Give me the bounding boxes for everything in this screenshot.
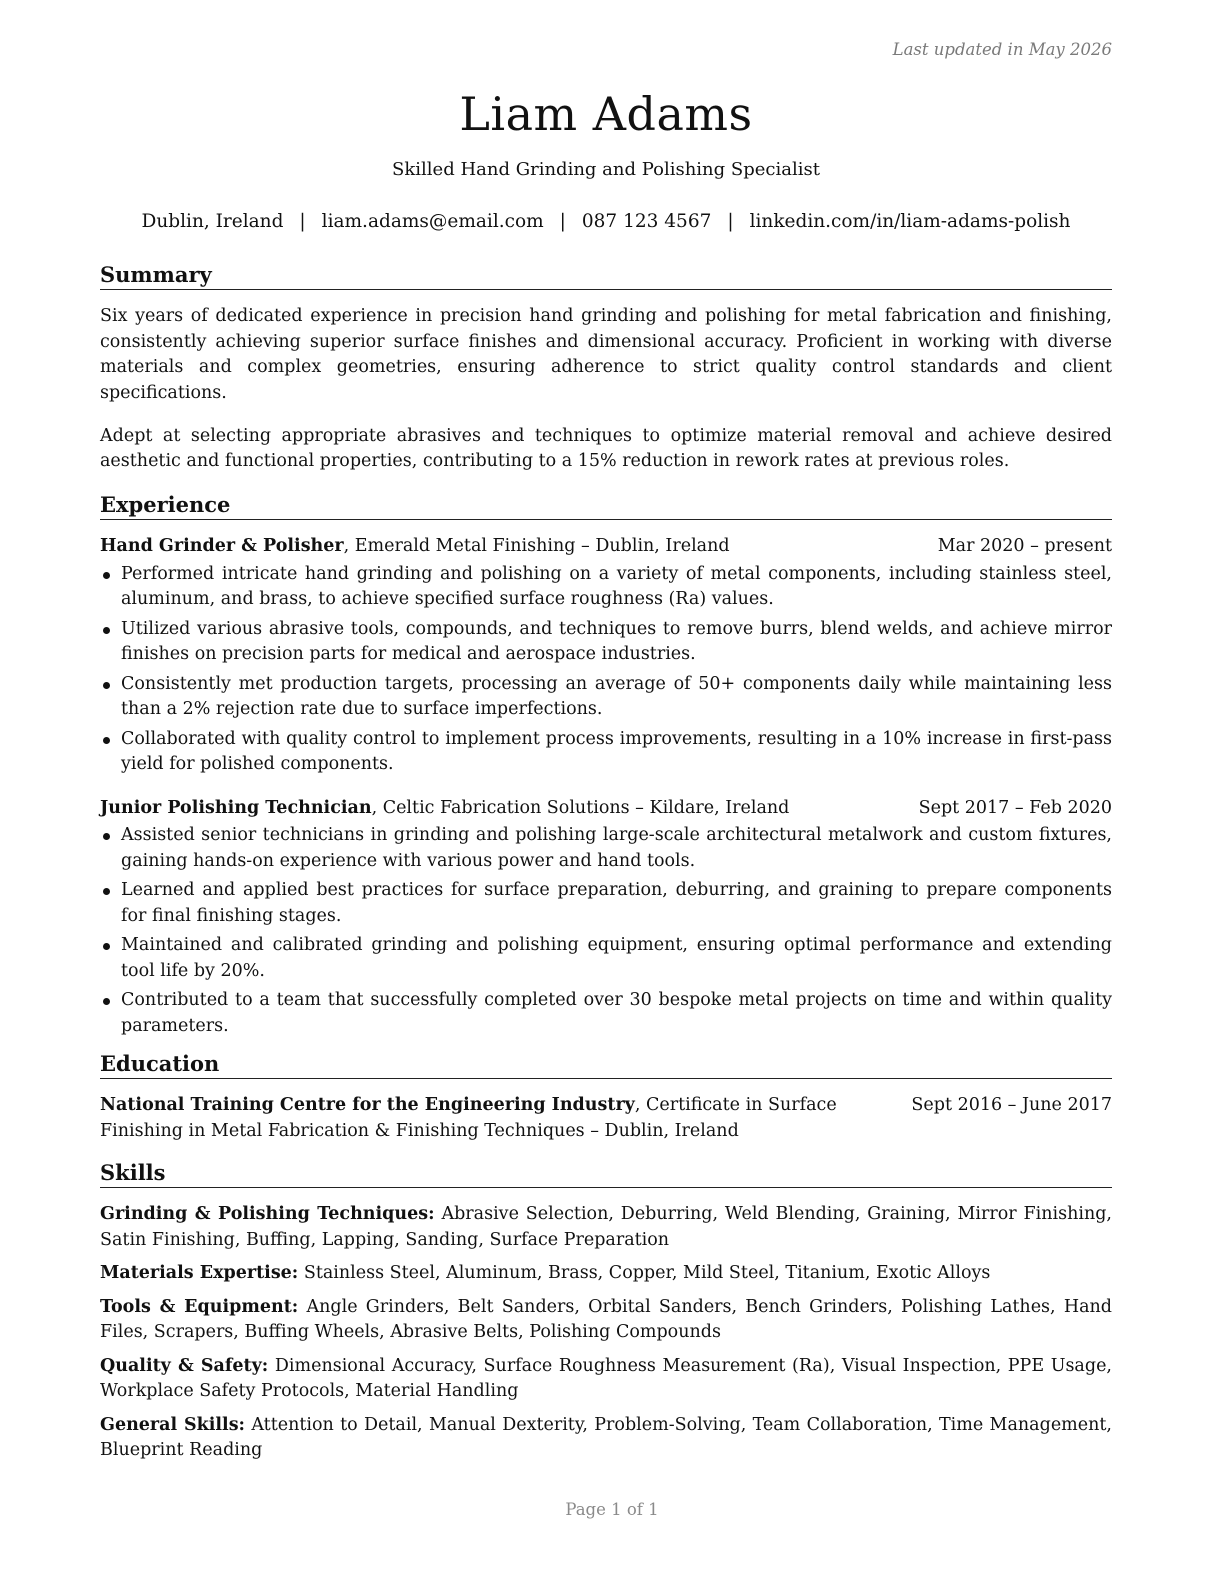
job-bullet [100, 988, 1112, 1039]
job-bullets [100, 562, 1112, 778]
section-education-title: Education [100, 1051, 1112, 1079]
job-bullet [100, 878, 1112, 929]
job-bullet [100, 672, 1112, 723]
skill-row [100, 1295, 1112, 1346]
summary-section [100, 304, 1112, 475]
bullet-icon [103, 627, 110, 634]
skill-row [100, 1261, 1112, 1287]
job-title-line [100, 796, 789, 822]
skill-items: Angle Grinders, Belt Sanders, Orbital Sanders, Bench Grinders, Polishing Lathes, Hand Files, Scrapers, Buffing Wheels, Abrasive Belts, Polishing Compounds [100, 1296, 1112, 1342]
job-bullets [100, 823, 1112, 1039]
job-dates: Sept 2017 – Feb 2020 [918, 797, 1112, 818]
job-bullet [100, 562, 1112, 613]
candidate-name: Liam Adams [459, 87, 753, 141]
job-role: Hand Grinder & Polisher [100, 536, 344, 556]
skill-items: Dimensional Accuracy, Surface Roughness Measurement (Ra), Visual Inspection, PPE Usage, Workplace Safety Protocols, Material Handling [100, 1355, 1112, 1401]
bullet-icon [103, 572, 110, 579]
skill-category: General Skills: [100, 1414, 246, 1435]
section-summary-title: Summary [100, 262, 1112, 290]
skill-category: Quality & Safety: [100, 1355, 269, 1376]
job-bullet-text: Maintained and calibrated grinding and polishing equipment, ensuring optimal performance and extending tool life by 20%. [121, 935, 1112, 981]
job-role: Junior Polishing Technician [100, 797, 372, 818]
contact-email[interactable]: liam.adams@email.com [321, 211, 544, 232]
education-entry [100, 1093, 1112, 1144]
skill-row [100, 1202, 1112, 1253]
education-dates: Sept 2016 – June 2017 [911, 1095, 1112, 1115]
contact-linkedin[interactable]: linkedin.com/in/liam-adams-polish [749, 211, 1071, 232]
job-bullet-text: Contributed to a team that successfully completed over 30 bespoke metal projects on time and within quality parameters. [121, 990, 1112, 1036]
skill-row [100, 1413, 1112, 1464]
page-number: Page 1 of 1 [565, 1500, 659, 1519]
education-institution: National Training Centre for the Engineering Industry [100, 1095, 635, 1115]
section-experience-title: Experience [100, 492, 1112, 520]
job-bullet [100, 617, 1112, 668]
contact-separator: | [727, 211, 734, 232]
summary-paragraph: Six years of dedicated experience in precision hand grinding and polishing for metal fabrication and finishing, consistently achieving superior surface finishes and dimensional accuracy. Proficient in working with diverse materials and complex geometries, ensuring adherence to strict quality control standards and client specifications. [100, 306, 1112, 403]
job-bullet [100, 727, 1112, 778]
section-skills-title: Skills [100, 1160, 1112, 1188]
job-org: , Emerald Metal Finishing – Dublin, Ireland [343, 536, 730, 556]
contact-line [100, 210, 1112, 234]
job-bullet-text: Assisted senior technicians in grinding and polishing large-scale architectural metalwork and custom fixtures, gaining hands-on experience with various power and hand tools. [121, 825, 1112, 871]
contact-separator: | [299, 211, 306, 232]
education-description [100, 1093, 890, 1144]
candidate-title: Skilled Hand Grinding and Polishing Specialist [392, 159, 820, 180]
education-detail: , Certificate in Surface Finishing in Metal Fabrication & Finishing Techniques – Dublin, Ireland [100, 1095, 837, 1141]
skill-category: Tools & Equipment: [100, 1296, 299, 1317]
skill-category: Grinding & Polishing Techniques: [100, 1204, 435, 1224]
last-updated: Last updated in May 2026 [892, 40, 1112, 59]
skill-items: Stainless Steel, Aluminum, Brass, Copper, Mild Steel, Titanium, Exotic Alloys [298, 1263, 991, 1283]
skills-section [100, 1202, 1112, 1464]
job-entry [100, 796, 1112, 1040]
skill-items: Abrasive Selection, Deburring, Weld Blending, Graining, Mirror Finishing, Satin Finishing, Buffing, Lapping, Sanding, Surface Preparation [100, 1204, 1112, 1250]
job-bullet-text: Learned and applied best practices for surface preparation, deburring, and graining to prepare components for final finishing stages. [121, 880, 1112, 926]
job-bullet-text: Utilized various abrasive tools, compounds, and techniques to remove burrs, blend welds, and achieve mirror finishes on precision parts for medical and aerospace industries. [121, 618, 1112, 664]
bullet-icon [103, 737, 110, 744]
bullet-icon [103, 888, 110, 895]
job-org: , Celtic Fabrication Solutions – Kildare, Ireland [371, 797, 790, 818]
bullet-icon [103, 682, 110, 689]
job-bullet [100, 823, 1112, 874]
job-header [100, 534, 1112, 560]
skill-items: Attention to Detail, Manual Dexterity, Problem-Solving, Team Collaboration, Time Management, Blueprint Reading [100, 1414, 1112, 1460]
skill-row [100, 1354, 1112, 1405]
job-entry [100, 534, 1112, 778]
resume-page [100, 40, 1112, 1472]
job-bullet-text: Consistently met production targets, processing an average of 50+ components daily while maintaining less than a 2% rejection rate due to surface imperfections. [121, 673, 1112, 719]
skill-category: Materials Expertise: [100, 1263, 299, 1283]
bullet-icon [103, 943, 110, 950]
job-dates: Mar 2020 – present [937, 536, 1112, 556]
job-header [100, 796, 1112, 822]
job-bullet-text: Performed intricate hand grinding and polishing on a variety of metal components, including stainless steel, aluminum, and brass, to achieve specified surface roughness (Ra) values. [121, 563, 1112, 609]
contact-location: Dublin, Ireland [141, 211, 284, 232]
bullet-icon [103, 998, 110, 1005]
contact-phone[interactable]: 087 123 4567 [581, 211, 712, 232]
bullet-icon [103, 833, 110, 840]
job-bullet-text: Collaborated with quality control to implement process improvements, resulting in a 10% increase in first-pass yield for polished components. [121, 728, 1112, 774]
summary-paragraph: Adept at selecting appropriate abrasives and techniques to optimize material removal and achieve desired aesthetic and functional properties, contributing to a 15% reduction in rework rates at previous roles. [100, 425, 1112, 471]
job-title-line [100, 534, 730, 560]
job-bullet [100, 933, 1112, 984]
contact-separator: | [559, 211, 566, 232]
